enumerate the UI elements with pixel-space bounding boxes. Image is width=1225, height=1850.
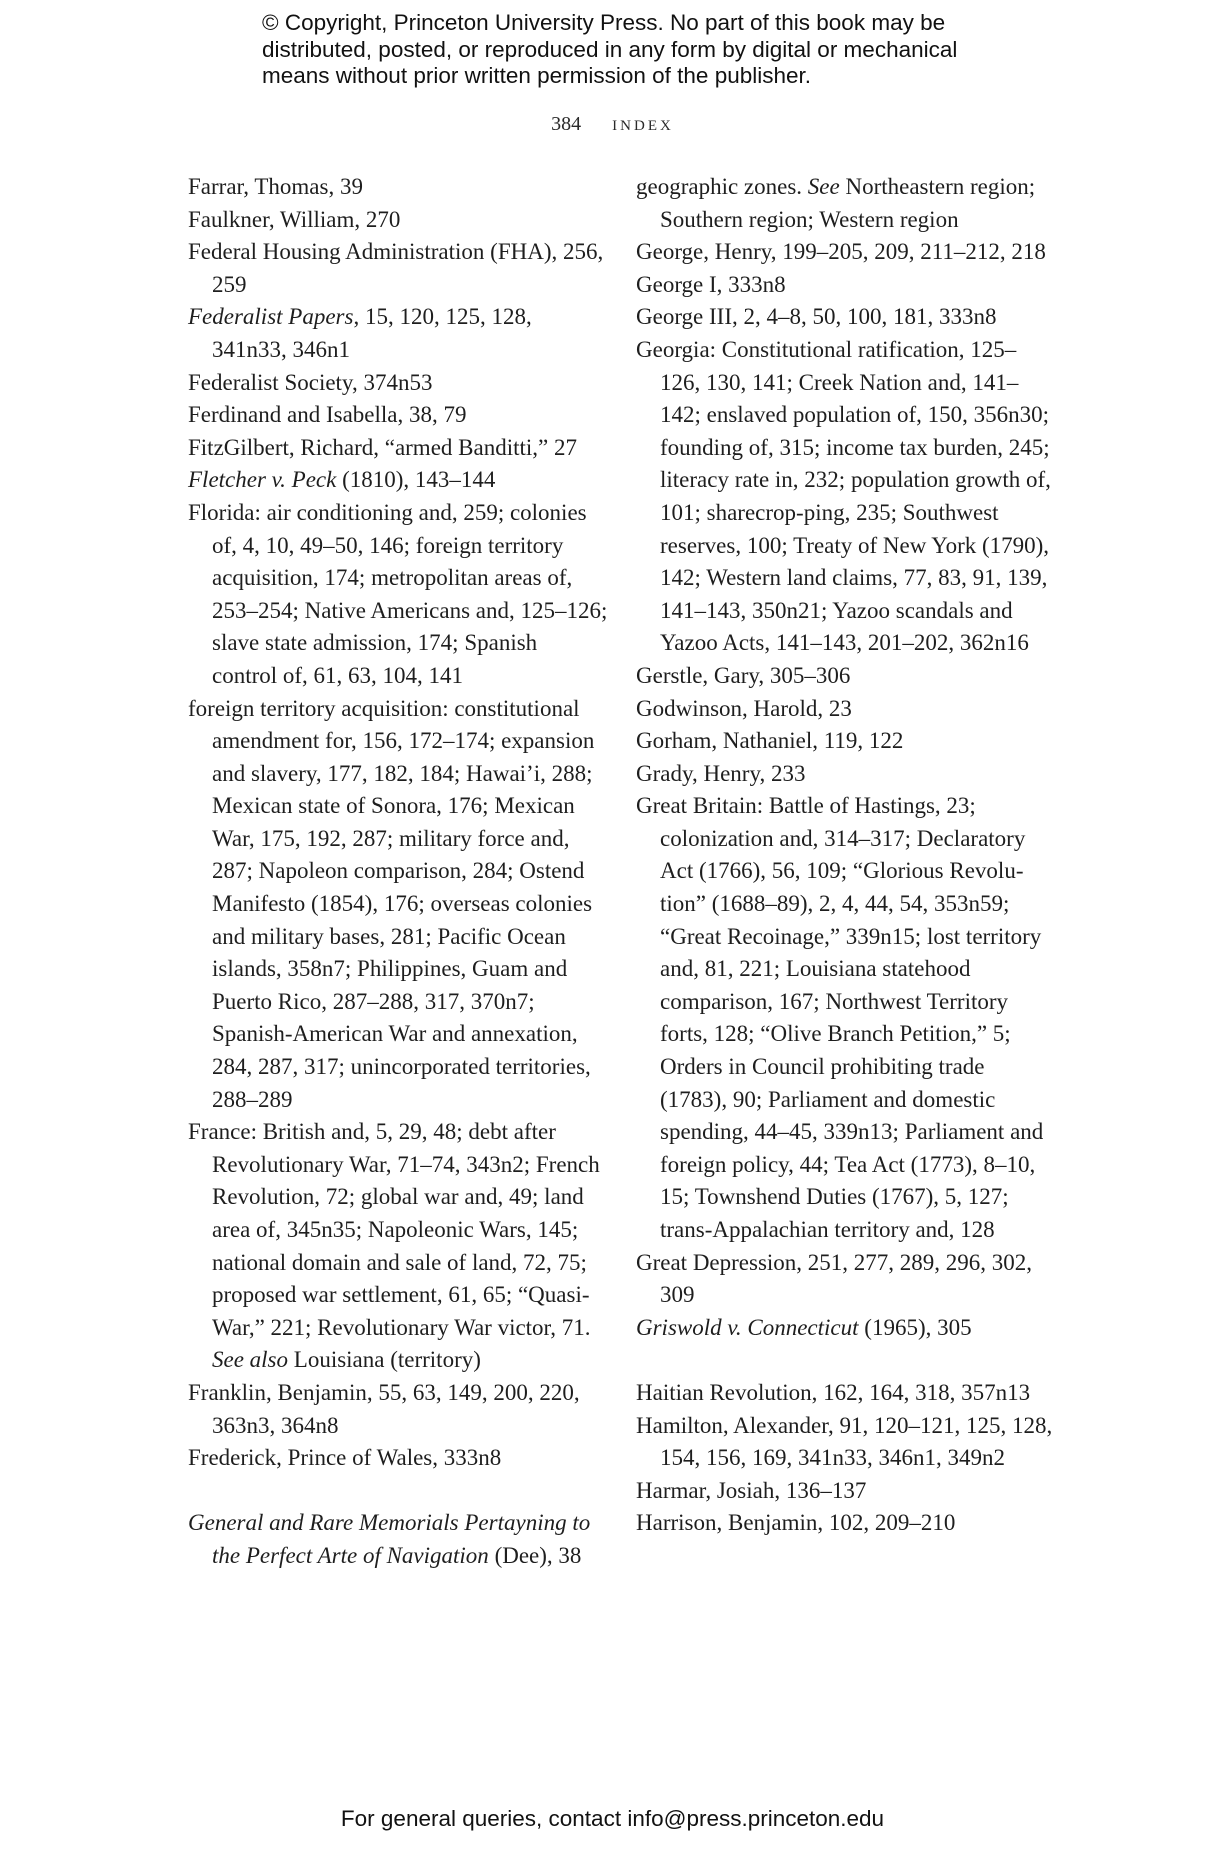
index-entry-text: (1965), 305 (858, 1314, 972, 1340)
index-entry (636, 171, 1056, 236)
index-entry (636, 1247, 1056, 1312)
index-entry-text: (1810), 143–144 (336, 467, 496, 493)
index-entry (188, 399, 608, 432)
index-entry (188, 1507, 608, 1572)
index-entry (636, 236, 1056, 269)
index-entry (188, 171, 608, 204)
letter-group-gap (636, 1344, 1056, 1377)
index-entry (188, 497, 608, 693)
index-entry-text: Federalist Society, 374n53 (188, 369, 433, 395)
running-head (0, 110, 1225, 136)
index-entry-italic-text: See (807, 174, 840, 199)
index-entry (188, 1377, 608, 1442)
index-entry (188, 236, 608, 301)
index-entry-text: Gerstle, Gary, 305–306 (636, 662, 851, 688)
index-entry-text: Hamilton, Alexander, 91, 120–121, 125, 128, 154, 156, 169, 341n33, 346n1, 349n2 (636, 1412, 1053, 1471)
index-entry (188, 301, 608, 366)
index-entry (636, 269, 1056, 302)
index-entry-text: (Dee), 38 (488, 1542, 582, 1568)
index-column-left (188, 171, 608, 1573)
index-entry-text: Haitian Revolution, 162, 164, 318, 357n13 (636, 1379, 1031, 1405)
index-entry (188, 367, 608, 400)
index-entry (636, 693, 1056, 726)
index-entry-text: France: British and, 5, 29, 48; debt after Revolutionary War, 71–74, 343n2; French Revolution, 72; global war and, 49; land area of, 345n35; Napoleonic Wars, 145; national domain and sale of land, 72, 75; proposed war settlement, 61, 65; “Quasi-War,” 221; Revolutionary War victor, 71. (188, 1119, 600, 1340)
index-entry (636, 334, 1056, 660)
index-entry (636, 301, 1056, 334)
index-entry (636, 1410, 1056, 1475)
index-entry-text: Great Depression, 251, 277, 289, 296, 302, 309 (636, 1249, 1033, 1308)
index-entry-text: Ferdinand and Isabella, 38, 79 (188, 402, 467, 428)
index-entry (636, 758, 1056, 791)
index-entry (188, 1442, 608, 1475)
index-column-right (636, 171, 1056, 1540)
index-entry (636, 1475, 1056, 1508)
index-entry (188, 1116, 608, 1377)
index-entry-text: Frederick, Prince of Wales, 333n8 (188, 1445, 502, 1471)
index-entry-italic-text: General and Rare Memorials Pertayning to the Perfect Arte of Navigation (188, 1510, 591, 1568)
index-entry (636, 1507, 1056, 1540)
index-entry-text: FitzGilbert, Richard, “armed Banditti,” 27 (188, 434, 577, 460)
index-entry-text: Louisiana (territory) (288, 1347, 481, 1373)
index-entry-text: Great Britain: Battle of Hastings, 23; colonization and, 314–317; Declaratory Act (1766), 56, 109; “Glorious Revolu-tion” (1688–89), 2, 4, 44, 54, 353n59; “Great Recoinage,” 339n15; lost territory and, 81, 221; Louisiana statehood comparison, 167; Northwest Territory forts, 128; “Olive Branch Petition,” 5; Orders in Council prohibiting trade (1783), 90; Parliament and domestic spending, 44–45, 339n13; Parliament and foreign policy, 44; Tea Act (1773), 8–10, 15; Townshend Duties (1767), 5, 127; trans-Appalachian territory and, 128 (636, 793, 1044, 1242)
index-entry-text: Harrison, Benjamin, 102, 209–210 (636, 1510, 956, 1536)
index-entry-text: Gorham, Nathaniel, 119, 122 (636, 728, 904, 754)
index-entry-text: Florida: air conditioning and, 259; colonies of, 4, 10, 49–50, 146; foreign territory acquisition, 174; metropolitan areas of, 253–254; Native Americans and, 125–126; slave state admission, 174; Spanish control of, 61, 63, 104, 141 (188, 499, 608, 688)
index-entry-text: Franklin, Benjamin, 55, 63, 149, 200, 220, 363n3, 364n8 (188, 1379, 580, 1438)
index-entry-italic-text: Griswold v. Connecticut (636, 1314, 859, 1340)
index-entry-text: Georgia: Constitutional ratification, 125–126, 130, 141; Creek Nation and, 141–142; enslaved population of, 150, 356n30; founding of, 315; income tax burden, 245; literacy rate in, 232; population growth of, 101; sharecrop-ping, 235; Southwest reserves, 100; Treaty of New York (1790), 142; Western land claims, 77, 83, 91, 139, 141–143, 350n21; Yazoo scandals and Yazoo Acts, 141–143, 201–202, 362n16 (636, 336, 1051, 656)
index-entry (188, 204, 608, 237)
index-entry (636, 725, 1056, 758)
index-entry-italic-text: Fletcher v. Peck (188, 467, 337, 493)
index-entry-text: Farrar, Thomas, 39 (188, 174, 363, 199)
index-entry-text: George III, 2, 4–8, 50, 100, 181, 333n8 (636, 304, 997, 330)
running-title: index (612, 110, 674, 135)
index-entry (188, 693, 608, 1117)
index-entry-text: Faulkner, William, 270 (188, 206, 401, 232)
index-entry (636, 1377, 1056, 1410)
index-entry-text: Northeastern region; Southern region; Western region (660, 174, 1036, 232)
index-entry (636, 660, 1056, 693)
page-number: 384 (551, 113, 582, 135)
index-entry-text: Grady, Henry, 233 (636, 760, 806, 786)
index-entry-text: , 15, 120, 125, 128, 341n33, 346n1 (212, 304, 532, 362)
index-entry-italic-text: Federalist Papers (188, 304, 354, 330)
index-entry-text: Federal Housing Administration (FHA), 256, 259 (188, 239, 604, 297)
index-entry-text: Godwinson, Harold, 23 (636, 695, 852, 721)
index-entry (636, 790, 1056, 1246)
copyright-notice: © Copyright, Princeton University Press. No part of this book may be distributed, posted, or reproduced in any form by digital or mechanical means without prior written permission of the publisher. (262, 10, 958, 88)
index-entry (636, 1312, 1056, 1345)
letter-group-gap (188, 1475, 608, 1508)
index-entry-text: geographic zones. (636, 174, 808, 199)
index-entry-text: George I, 333n8 (636, 271, 786, 297)
index-entry-italic-text: See also (212, 1347, 289, 1373)
index-entry (188, 464, 608, 497)
index-entry-text: Harmar, Josiah, 136–137 (636, 1477, 867, 1503)
index-entry (188, 432, 608, 465)
index-entry-text: foreign territory acquisition: constitutional amendment for, 156, 172–174; expansion and slavery, 177, 182, 184; Hawai’i, 288; Mexican state of Sonora, 176; Mexican War, 175, 192, 287; military force and, 287; Napoleon comparison, 284; Ostend Manifesto (1854), 176; overseas colonies and military bases, 281; Pacific Ocean islands, 358n7; Philippines, Guam and Puerto Rico, 287–288, 317, 370n7; Spanish-American War and annexation, 284, 287, 317; unincorporated territories, 288–289 (188, 695, 595, 1112)
contact-footer: For general queries, contact info@press.princeton.edu (340, 1806, 885, 1831)
index-entry-text: George, Henry, 199–205, 209, 211–212, 218 (636, 239, 1046, 265)
